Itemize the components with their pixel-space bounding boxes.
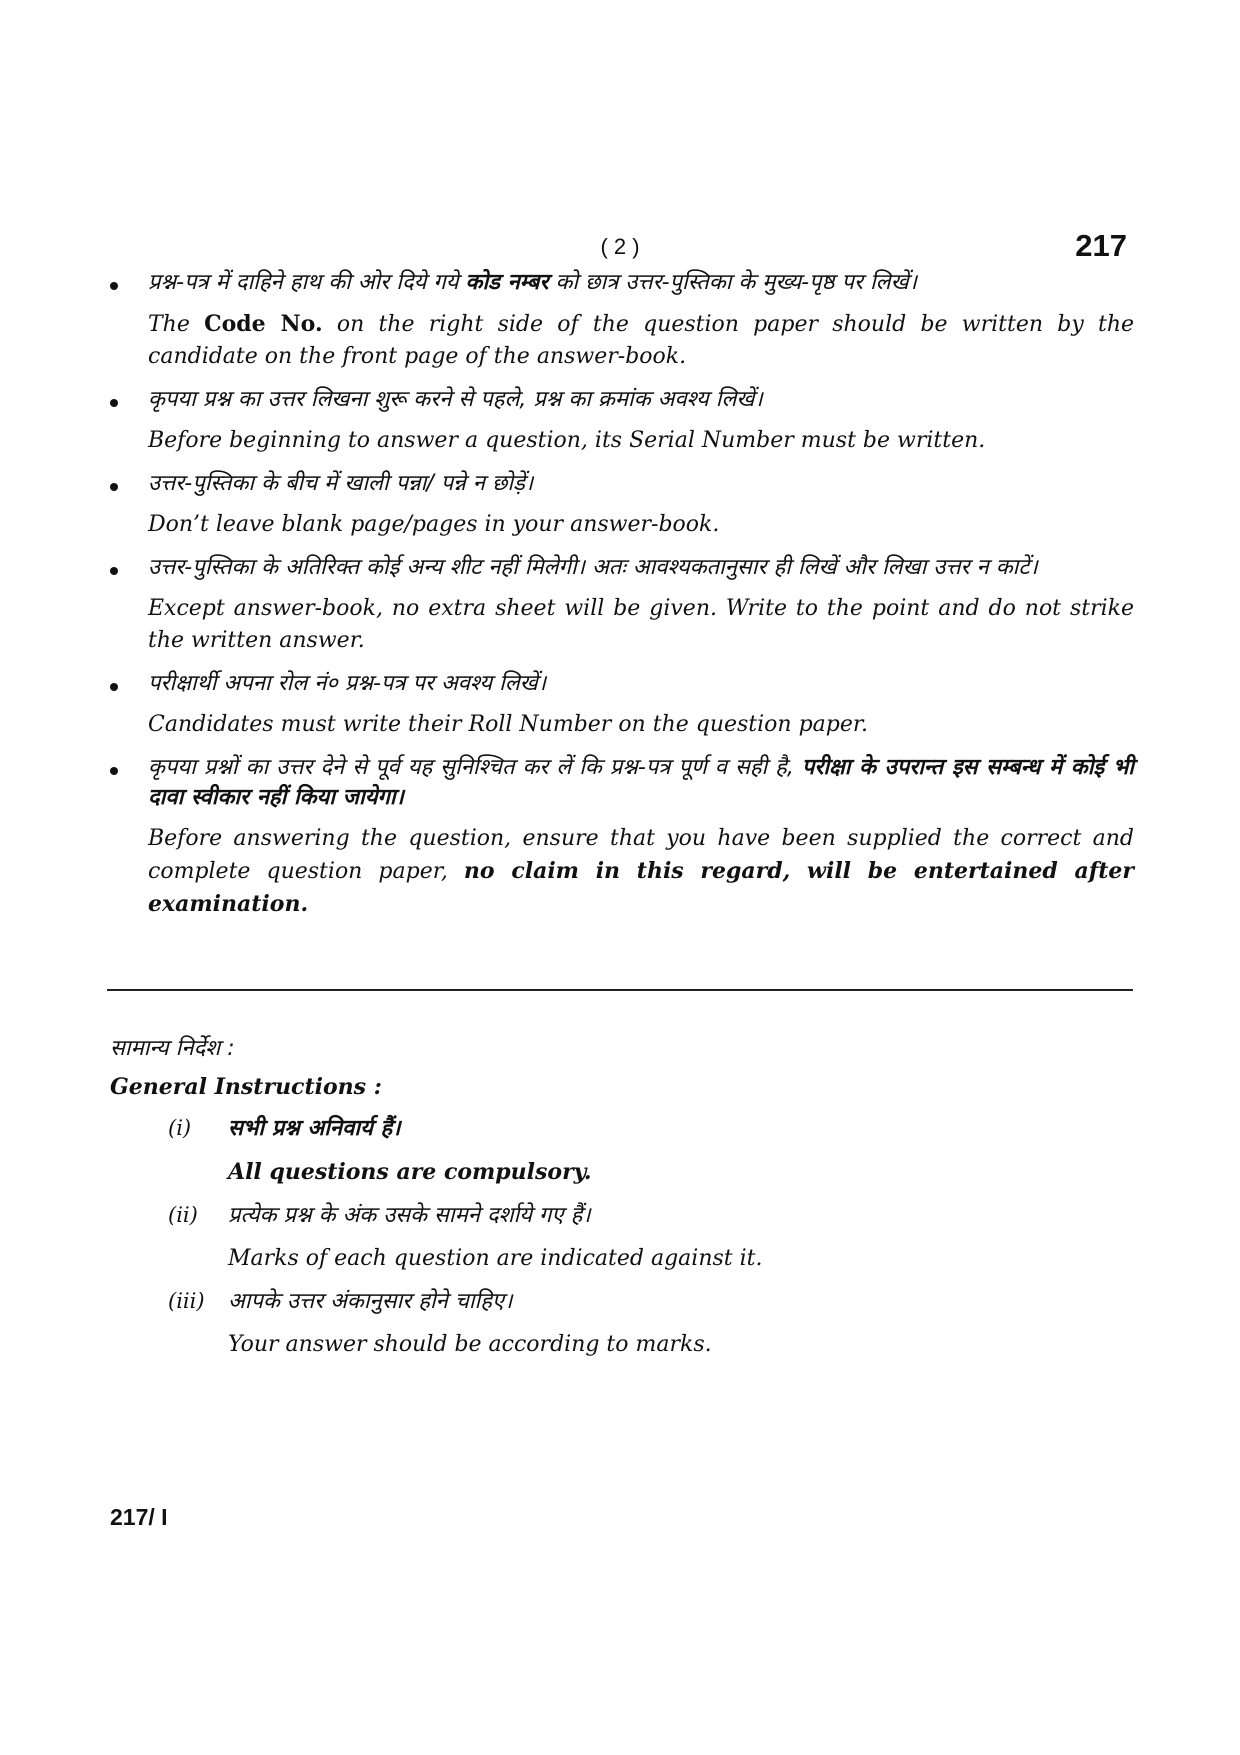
general-item-english: All questions are compulsory. <box>228 1159 592 1185</box>
instruction-english: Before beginning to answer a question, its Serial Number must be written. <box>148 428 986 453</box>
general-item-hindi: प्रत्येक प्रश्न के अंक उसके सामने दर्शाये गए हैं। <box>228 1203 591 1228</box>
instruction-item <box>104 268 1134 373</box>
general-instructions <box>110 1032 1130 1373</box>
footer-paper-code: 217/ I <box>110 1504 168 1530</box>
bullet-icon <box>110 567 118 575</box>
item-number: (i) <box>168 1116 192 1140</box>
section-divider <box>107 989 1133 991</box>
instruction-english: Except answer-book, no extra sheet will be given. Write to the point and do not strike the written answer. <box>148 596 1134 653</box>
general-item <box>110 1287 1130 1361</box>
paper-code: 217 <box>1075 228 1127 263</box>
general-item-english: Marks of each question are indicated against it. <box>228 1246 763 1271</box>
instructions-list <box>104 268 1134 933</box>
general-item <box>110 1114 1130 1189</box>
instruction-hindi: परीक्षार्थी अपना रोल नं० प्रश्न-पत्र पर अवश्य लिखें। <box>148 671 547 696</box>
instruction-hindi: उत्तर-पुस्तिका के अतिरिक्त कोई अन्य शीट नहीं मिलेगी। अतः आवश्यकतानुसार ही लिखें और लिखा उत्तर न काटें। <box>148 555 1038 580</box>
item-number: (iii) <box>168 1289 205 1313</box>
instruction-english: Don’t leave blank page/pages in your answer-book. <box>148 512 720 537</box>
instruction-hindi: उत्तर-पुस्तिका के बीच में खाली पन्ना/ पन्ने न छोड़ें। <box>148 471 534 496</box>
instruction-hindi: प्रश्न-पत्र में दाहिने हाथ की ओर दिये गये कोड नम्बर को छात्र उत्तर-पुस्तिका के मुख्य-पृष्ठ पर लिखें। <box>148 270 917 295</box>
instruction-item <box>104 385 1134 457</box>
instruction-english: Before answering the question, ensure that you have been supplied the correct and complete question paper, no claim in this regard, will be entertained after examination. <box>148 826 1135 917</box>
general-item <box>110 1201 1130 1275</box>
bullet-icon <box>110 683 118 691</box>
instruction-english: The Code No. on the right side of the question paper should be written by the candidate on the front page of the answer-book. <box>148 311 1135 369</box>
general-item-english: Your answer should be according to marks. <box>228 1332 712 1357</box>
instruction-hindi: कृपया प्रश्न का उत्तर लिखना शुरू करने से पहले, प्रश्न का क्रमांक अवश्य लिखें। <box>148 387 763 412</box>
instruction-item <box>104 553 1134 657</box>
general-heading-hindi: सामान्य निर्देश : <box>110 1036 235 1061</box>
instruction-english: Candidates must write their Roll Number on the question paper. <box>148 712 868 737</box>
instruction-item <box>104 469 1134 541</box>
instruction-hindi: कृपया प्रश्नों का उत्तर देने से पूर्व यह सुनिश्चित कर लें कि प्रश्न-पत्र पूर्ण व सही है, परीक्षा के उपरान्त इस सम्बन्ध में कोई भी दावा स्वीकार नहीं किया जायेगा। <box>148 755 1134 810</box>
bullet-icon <box>110 483 118 491</box>
instruction-item <box>104 753 1134 921</box>
general-item-hindi: आपके उत्तर अंकानुसार होने चाहिए। <box>228 1289 513 1314</box>
item-number: (ii) <box>168 1203 198 1227</box>
instruction-item <box>104 669 1134 741</box>
general-item-hindi: सभी प्रश्न अनिवार्य हैं। <box>228 1116 401 1141</box>
bullet-icon <box>110 399 118 407</box>
page-number: ( 2 ) <box>600 234 640 259</box>
bullet-icon <box>110 767 118 775</box>
bullet-icon <box>110 282 118 290</box>
general-heading-english: General Instructions : <box>110 1074 382 1100</box>
